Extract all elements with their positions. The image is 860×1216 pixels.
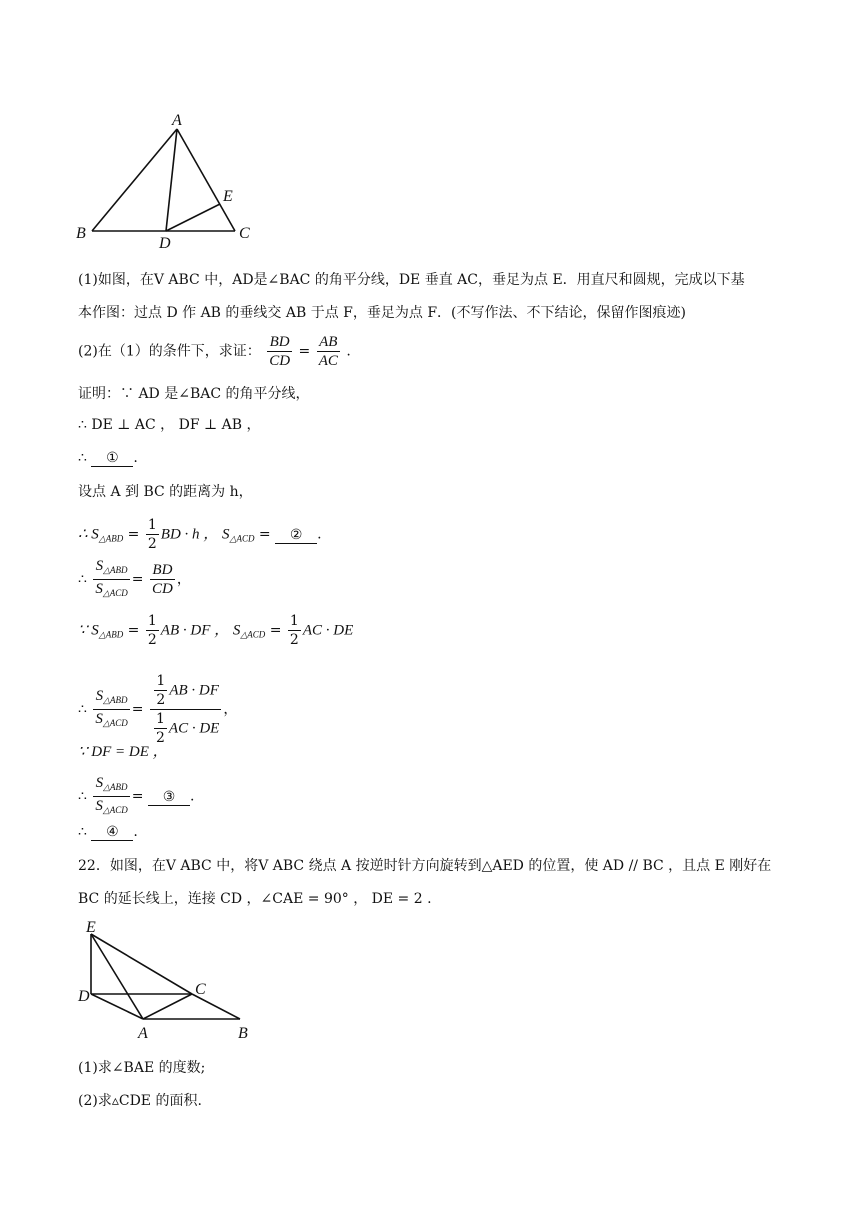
frac-num: 1 [147, 613, 157, 629]
equals: = [131, 571, 144, 588]
frac-num: BD [150, 561, 175, 580]
q22-line1: 22．如图，在V ABC 中，将V ABC 绕点 A 按逆时针方向旋转到△AED 的位置，使 AD // BC ，且点 E 刚好在 [78, 858, 772, 874]
frac-den: CD [269, 353, 291, 369]
q22-line2: BC 的延长线上，连接 CD ，∠CAE = 90° ， DE = 2 . [78, 891, 432, 907]
equals: = [123, 622, 144, 639]
label-C: C [195, 981, 206, 998]
proof-step1: ∴ DE ⊥ AC ， DF ⊥ AB ， [78, 417, 261, 433]
period: . [189, 788, 195, 805]
frac-num: 1 [155, 711, 165, 727]
period: . [317, 526, 322, 543]
fraction-bd-cd-2 [150, 561, 175, 598]
fraction-half [154, 672, 167, 709]
area-symbol: S [95, 711, 103, 727]
comma: ， [223, 701, 238, 718]
step6-end: AC · DE [302, 622, 354, 639]
q22-sub2: (2)求▵CDE 的面积. [78, 1093, 202, 1109]
area-abd-label: ∵ S [78, 622, 99, 639]
area-sub: △ABD [103, 782, 128, 792]
step6-mid: AB · DF ， S [160, 622, 241, 639]
fraction-half [288, 612, 301, 649]
area-sub: △ACD [102, 805, 128, 815]
proof-step2 [78, 448, 138, 468]
frac-den: 2 [289, 632, 299, 648]
therefore-symbol: ∴ [78, 788, 87, 805]
equals: = [265, 622, 286, 639]
period: . [133, 450, 138, 466]
period: . [133, 824, 138, 840]
equals: = [131, 701, 144, 718]
frac-num: AB [317, 333, 340, 352]
proof-step6 [78, 612, 353, 649]
proof-step10 [78, 822, 138, 842]
area-symbol: S [95, 688, 104, 704]
label-A: A [138, 1025, 148, 1042]
area-acd-sub: △ACD [240, 629, 266, 640]
label-D: D [78, 988, 90, 1005]
proof-step9 [78, 774, 194, 819]
compound-top: AB · DF [169, 682, 219, 699]
period: . [346, 343, 351, 360]
frac-den: 2 [155, 730, 165, 746]
therefore-symbol: ∴ [78, 824, 87, 840]
fraction-half [146, 612, 159, 649]
fraction-bd-cd [267, 333, 292, 370]
answer-blank-2[interactable]: ② [275, 527, 317, 544]
rotation-figure-2 [72, 918, 262, 1043]
label-A: A [172, 112, 182, 129]
area-abd-sub: △ABD [98, 629, 124, 640]
proof-step3: 设点 A 到 BC 的距离为 h， [78, 484, 253, 500]
area-acd-sub: △ACD [229, 533, 255, 544]
frac-num: 1 [147, 517, 157, 533]
area-symbol: S [95, 581, 103, 597]
proof-step8: ∵ DF = DE ， [78, 744, 168, 760]
area-abd-label: ∴ S [78, 526, 99, 543]
label-B: B [238, 1025, 248, 1042]
area-symbol: S [95, 775, 104, 791]
area-sub: △ACD [102, 588, 128, 598]
proof-step5 [78, 557, 191, 602]
frac-den: AC [318, 353, 338, 369]
therefore-symbol: ∴ [78, 450, 87, 466]
q21-part1-line1: (1)如图，在V ABC 中，AD是∠BAC 的角平分线，DE 垂直 AC，垂足为点 E．用直尺和圆规，完成以下基 [78, 272, 745, 288]
therefore-symbol: ∴ [78, 571, 87, 588]
q21-part2 [78, 333, 351, 370]
frac-den: CD [151, 581, 173, 597]
equals: = [123, 526, 144, 543]
answer-blank-4[interactable]: ④ [91, 824, 133, 841]
triangle-figure-1 [70, 105, 270, 255]
fraction-area-ratio [93, 687, 129, 732]
label-D: D [159, 235, 171, 252]
frac-num: 1 [156, 673, 166, 689]
label-E: E [86, 919, 96, 936]
area-sub: △ACD [102, 718, 128, 728]
frac-den: 2 [147, 632, 157, 648]
proof-start: 证明：∵ AD 是∠BAC 的角平分线， [78, 386, 310, 402]
equals: = [254, 526, 276, 543]
step4-rest: BD · h ， S [160, 526, 230, 543]
area-symbol: S [95, 798, 103, 814]
fraction-compound [150, 672, 221, 747]
compound-bottom: AC · DE [168, 720, 220, 737]
comma: ， [176, 571, 191, 588]
q21-part2-prefix: (2)在（1）的条件下，求证： [78, 343, 261, 360]
fraction-area-ratio [93, 557, 129, 602]
equals: = [131, 788, 144, 805]
answer-blank-3[interactable]: ③ [148, 789, 190, 806]
frac-num: 1 [289, 613, 299, 629]
area-abd-sub: △ABD [98, 533, 124, 544]
area-sub: △ABD [103, 695, 128, 705]
frac-den: 2 [147, 536, 157, 552]
therefore-symbol: ∴ [78, 701, 87, 718]
area-sub: △ABD [103, 565, 128, 575]
proof-step7 [78, 672, 237, 747]
q21-part1-line2: 本作图：过点 D 作 AB 的垂线交 AB 于点 F，垂足为点 F．(不写作法、不下结论，保留作图痕迹) [78, 305, 686, 321]
q22-sub1: (1)求∠BAE 的度数; [78, 1060, 206, 1076]
label-E: E [223, 188, 233, 205]
fraction-half [146, 516, 159, 553]
label-B: B [76, 225, 86, 242]
fraction-area-ratio [93, 774, 129, 819]
frac-num: BD [267, 333, 292, 352]
proof-step4 [78, 516, 322, 553]
area-symbol: S [95, 558, 104, 574]
equals: = [298, 343, 311, 360]
answer-blank-1[interactable]: ① [91, 450, 133, 467]
label-C: C [239, 225, 250, 242]
frac-den: 2 [156, 692, 166, 708]
fraction-ab-ac [317, 333, 340, 370]
